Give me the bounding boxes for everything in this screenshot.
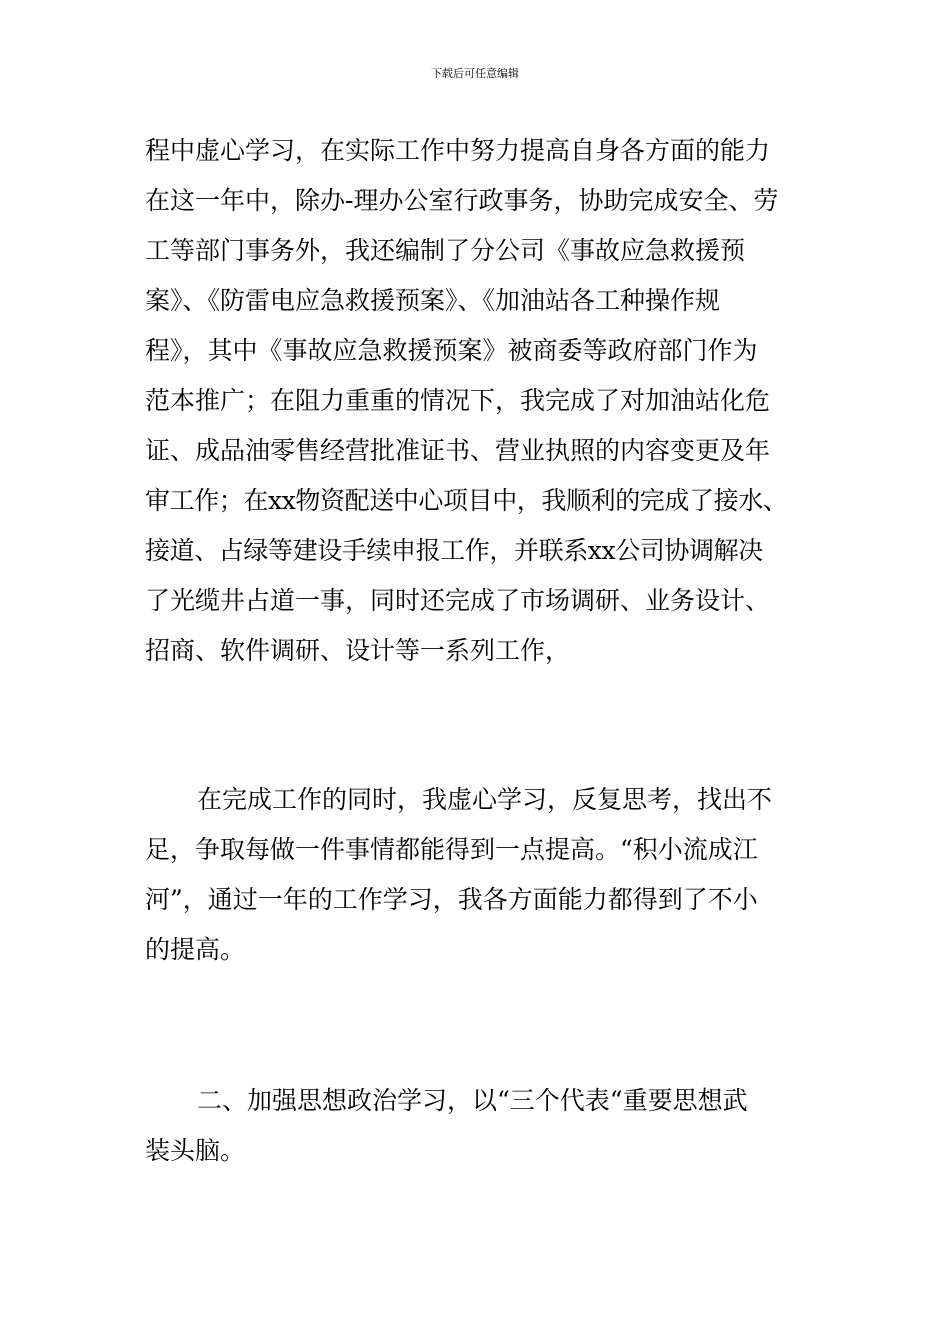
section-heading-line: 二、加强思想政治学习，以“三个代表“重要思想武 <box>197 1086 748 1115</box>
paragraph-learning <box>145 775 825 975</box>
text-line: 证、成品油零售经营批准证书、营业执照的内容变更及年 <box>145 436 771 465</box>
text-line: 装头脑。 <box>145 1136 246 1165</box>
text-line: 河”，通过一年的工作学习，我各方面能力都得到了不小 <box>145 885 758 914</box>
text-line: 审工作；在xx物资配送中心项目中，我顺利的完成了接水、 <box>145 486 788 515</box>
text-line: 程中虚心学习，在实际工作中努力提高自身各方面的能力 <box>145 136 771 165</box>
text-line: 足，争取每做一件事情都能得到一点提高。“积小流成江 <box>145 835 758 864</box>
text-line: 范本推广；在阻力重重的情况下，我完成了对加油站化危 <box>145 386 771 415</box>
paragraph-spacer <box>145 975 825 1076</box>
paragraph-work-summary <box>145 126 825 676</box>
text-line: 的提高。 <box>145 935 246 964</box>
text-line: 在这一年中，除办-理办公室行政事务，协助完成安全、劳 <box>145 186 779 215</box>
text-line: 招商、软件调研、设计等一系列工作， <box>145 636 571 665</box>
paragraph-spacer <box>145 676 825 775</box>
text-line: 在完成工作的同时，我虚心学习，反复思考，找出不 <box>197 785 773 814</box>
document-body <box>145 126 825 1176</box>
text-line: 工等部门事务外，我还编制了分公司《事故应急救援预 <box>145 236 746 265</box>
text-line: 案》、《防雷电应急救援预案》、《加油站各工种操作规 <box>145 286 721 315</box>
text-line: 接道、占绿等建设手续申报工作，并联系xx公司协调解决 <box>145 536 763 565</box>
text-line: 了光缆井占道一事，同时还完成了市场调研、业务设计、 <box>145 586 771 615</box>
paragraph-political-study <box>145 1076 825 1176</box>
page-header: 下载后可任意编辑 <box>431 67 519 80</box>
text-line: 程》，其中《事故应急救援预案》被商委等政府部门作为 <box>145 336 758 365</box>
